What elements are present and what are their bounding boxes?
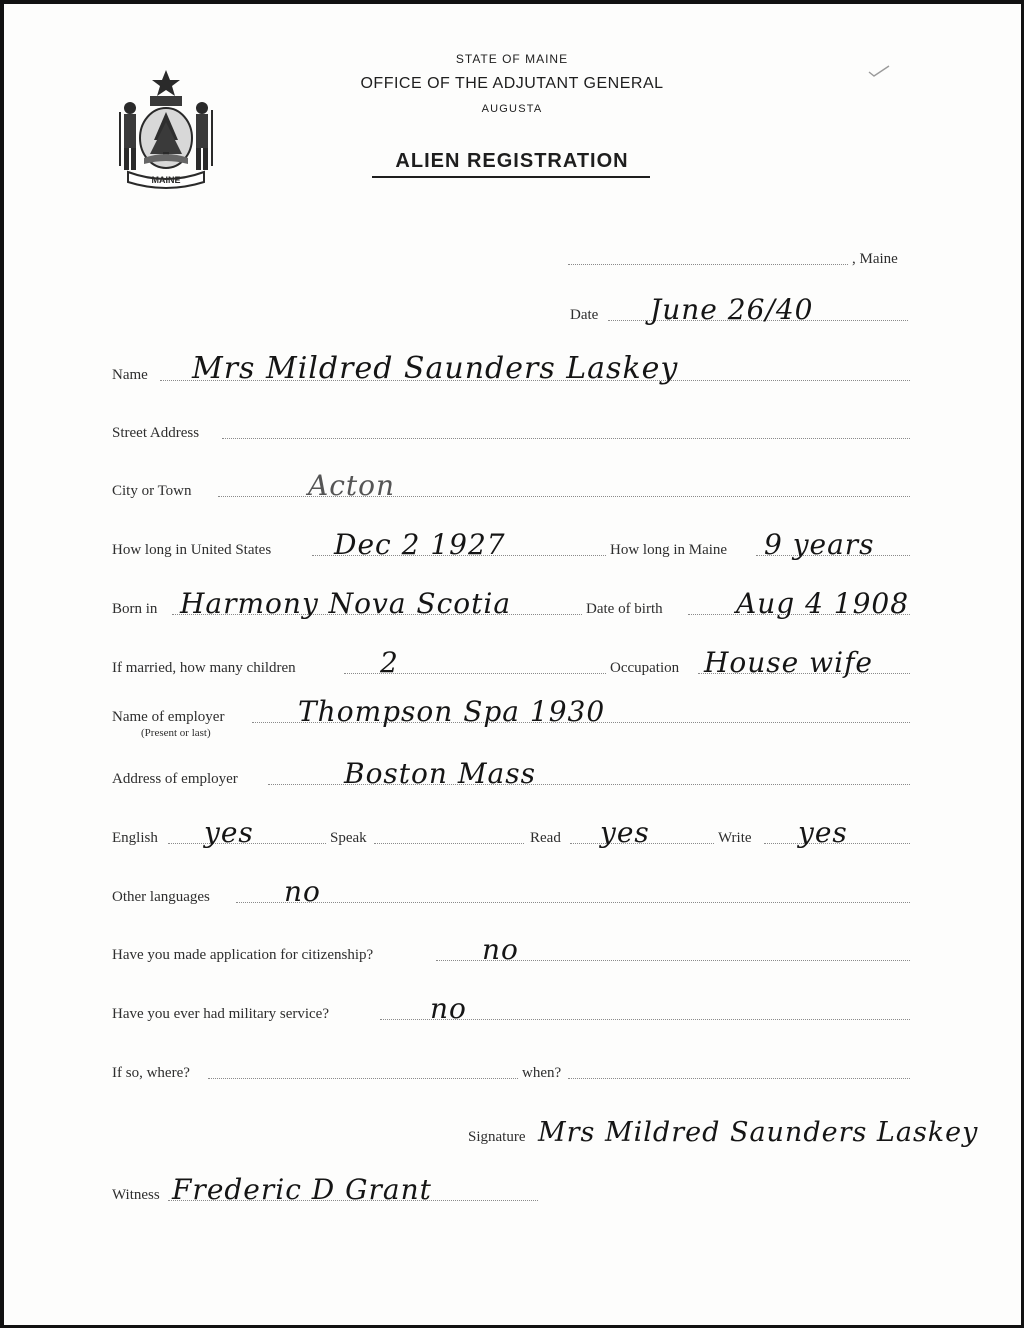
- how-long-maine-label: How long in Maine: [610, 542, 728, 558]
- how-long-us-value: Dec 2 1927: [334, 528, 506, 561]
- date-label: Date: [570, 307, 599, 323]
- other-languages-value: no: [284, 875, 321, 908]
- occupation-value: House wife: [704, 646, 874, 679]
- military-service-field[interactable]: [112, 992, 912, 1027]
- other-languages-label: Other languages: [112, 889, 210, 905]
- scan-border-left: [0, 0, 4, 1328]
- date-of-birth-value: Aug 4 1908: [736, 587, 910, 620]
- read-label: Read: [530, 830, 561, 846]
- signature-value: Mrs Mildred Saunders Laskey: [538, 1117, 979, 1148]
- city-heading: AUGUSTA: [481, 103, 543, 115]
- how-long-maine-value: 9 years: [764, 528, 875, 561]
- witness-value: Frederic D Grant: [172, 1173, 432, 1206]
- form-title: ALIEN REGISTRATION: [395, 150, 629, 172]
- scan-border-top: [0, 0, 1024, 4]
- born-in-label: Born in: [112, 601, 158, 617]
- witness-field[interactable]: [112, 1172, 542, 1208]
- how-long-us-label: How long in United States: [112, 542, 272, 558]
- citizenship-label: Have you made application for citizenship?: [112, 947, 374, 963]
- when-label: when?: [522, 1065, 562, 1081]
- date-field[interactable]: [570, 293, 912, 328]
- state-heading: STATE OF MAINE: [455, 52, 569, 66]
- children-value: 2: [380, 646, 399, 679]
- when-dots: [568, 1078, 910, 1079]
- occupation-label: Occupation: [610, 660, 680, 676]
- city-label: City or Town: [112, 483, 192, 499]
- employer-field[interactable]: [112, 695, 912, 732]
- place-dots: [568, 264, 848, 265]
- street-address-label: Street Address: [112, 425, 200, 441]
- employer-address-label: Address of employer: [112, 771, 238, 787]
- other-languages-field[interactable]: [112, 875, 912, 910]
- signature-field[interactable]: [468, 1114, 988, 1150]
- other-languages-dots: [236, 902, 910, 903]
- date-of-birth-label: Date of birth: [586, 601, 663, 617]
- street-address-field[interactable]: [112, 416, 912, 446]
- name-value: Mrs Mildred Saunders Laskey: [192, 351, 679, 386]
- date-value: June 26/40: [650, 293, 814, 326]
- employer-address-field[interactable]: [112, 757, 912, 792]
- citizenship-field[interactable]: [112, 933, 912, 968]
- where-label: If so, where?: [112, 1065, 190, 1081]
- employer-value: Thompson Spa 1930: [298, 695, 606, 728]
- place-suffix-label: , Maine: [852, 251, 898, 267]
- seal-banner-text: MAINE: [151, 175, 181, 185]
- where-dots: [208, 1078, 518, 1079]
- employer-address-value: Boston Mass: [344, 757, 536, 790]
- write-label: Write: [718, 830, 752, 846]
- service-details-field[interactable]: [112, 1056, 912, 1086]
- military-service-value: no: [430, 992, 467, 1025]
- residence-duration-field[interactable]: [112, 528, 912, 563]
- military-service-label: Have you ever had military service?: [112, 1006, 329, 1022]
- born-in-value: Harmony Nova Scotia: [180, 587, 512, 620]
- birth-field[interactable]: [112, 587, 912, 622]
- street-address-dots: [222, 438, 910, 439]
- write-value: yes: [798, 816, 848, 849]
- employer-label: Name of employer: [112, 709, 225, 725]
- english-value: yes: [204, 816, 254, 849]
- speak-label: Speak: [330, 830, 367, 846]
- name-label: Name: [112, 367, 148, 383]
- english-field[interactable]: [112, 816, 912, 851]
- signature-label: Signature: [468, 1129, 526, 1145]
- citizenship-value: no: [482, 933, 519, 966]
- witness-label: Witness: [112, 1187, 160, 1203]
- office-heading: OFFICE OF THE ADJUTANT GENERAL: [360, 75, 664, 92]
- employer-sub-label: (Present or last): [141, 727, 211, 739]
- read-value: yes: [600, 816, 650, 849]
- city-field[interactable]: [112, 469, 912, 504]
- city-value: Acton: [308, 469, 396, 502]
- children-label: If married, how many children: [112, 660, 296, 676]
- place-line: [568, 242, 914, 272]
- speak-dots: [374, 843, 524, 844]
- name-field[interactable]: [112, 351, 912, 388]
- english-label: English: [112, 830, 158, 846]
- family-occupation-field[interactable]: [112, 646, 912, 681]
- title-underline: [372, 176, 650, 178]
